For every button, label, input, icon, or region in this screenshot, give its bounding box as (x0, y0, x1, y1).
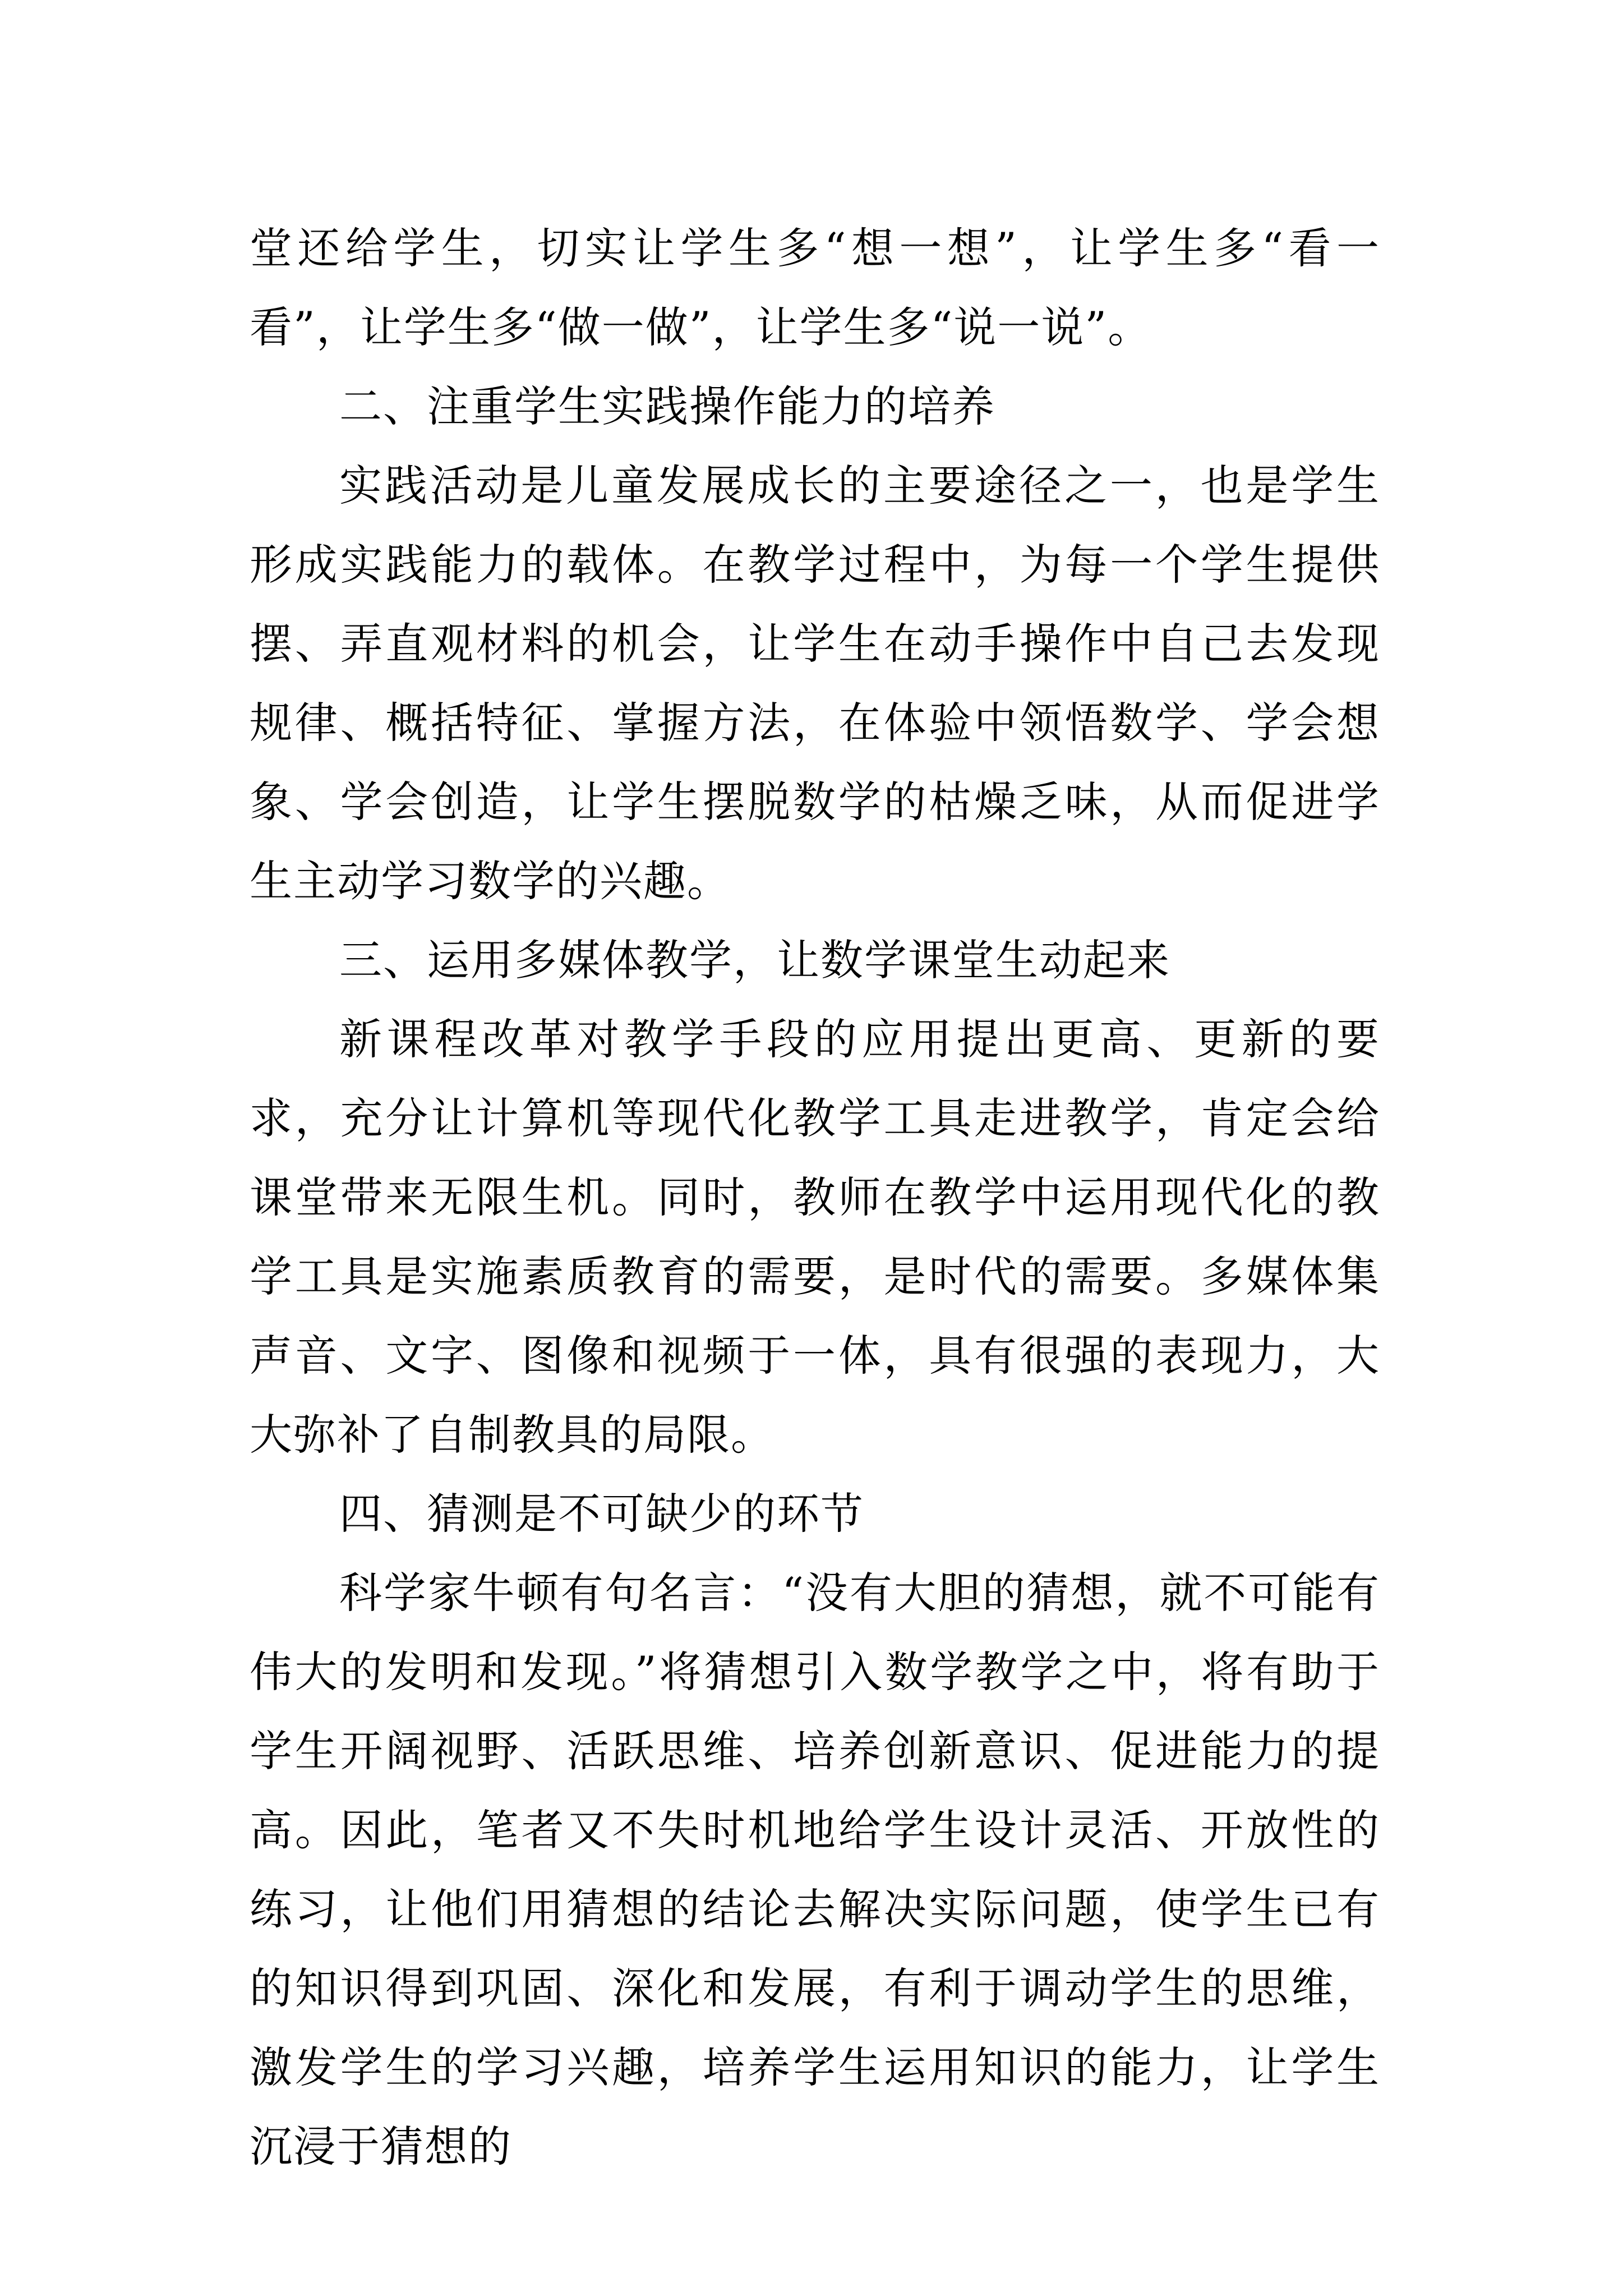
paragraph-guessing: 科学家牛顿有句名言：“没有大胆的猜想，就不可能有伟大的发明和发现。”将猜想引入数学教学之中，将有助于学生开阔视野、活跃思维、培养创新意识、促进能力的提高。因此，笔者又不失时机地给学生设计灵活、开放性的练习，让他们用猜想的结论去解决实际问题，使学生已有的知识得到巩固、深化和发展，有利于调动学生的思维，激发学生的学习兴趣，培养学生运用知识的能力，让学生沉浸于猜想的 (250, 1568, 1380, 2171)
paragraph-practice: 实践活动是儿童发展成长的主要途径之一，也是学生形成实践能力的载体。在教学过程中，为每一个学生提供摆、弄直观材料的机会，让学生在动手操作中自己去发现规律、概括特征、掌握方法，在体验中领悟数学、学会想象、学会创造，让学生摆脱数学的枯燥乏味，从而促进学生主动学习数学的兴趣。 (250, 461, 1380, 906)
section-heading-2: 二、注重学生实践操作能力的培养 (339, 381, 995, 431)
section-heading-4: 四、猜测是不可缺少的环节 (339, 1489, 864, 1539)
section-heading-3: 三、运用多媒体教学，让数学课堂生动起来 (339, 935, 1170, 985)
paragraph-multimedia: 新课程改革对教学手段的应用提出更高、更新的要求，充分让计算机等现代化教学工具走进教学，肯定会给课堂带来无限生机。同时，教师在教学中运用现代化的教学工具是实施素质教育的需要，是时代的需要。多媒体集声音、文字、图像和视频于一体，具有很强的表现力，大大弥补了自制教具的局限。 (250, 1014, 1380, 1460)
document-body (250, 209, 1380, 2186)
paragraph-continuation: 堂还给学生，切实让学生多“想一想”，让学生多“看一看”，让学生多“做一做”，让学生多“说一说”。 (250, 223, 1380, 352)
